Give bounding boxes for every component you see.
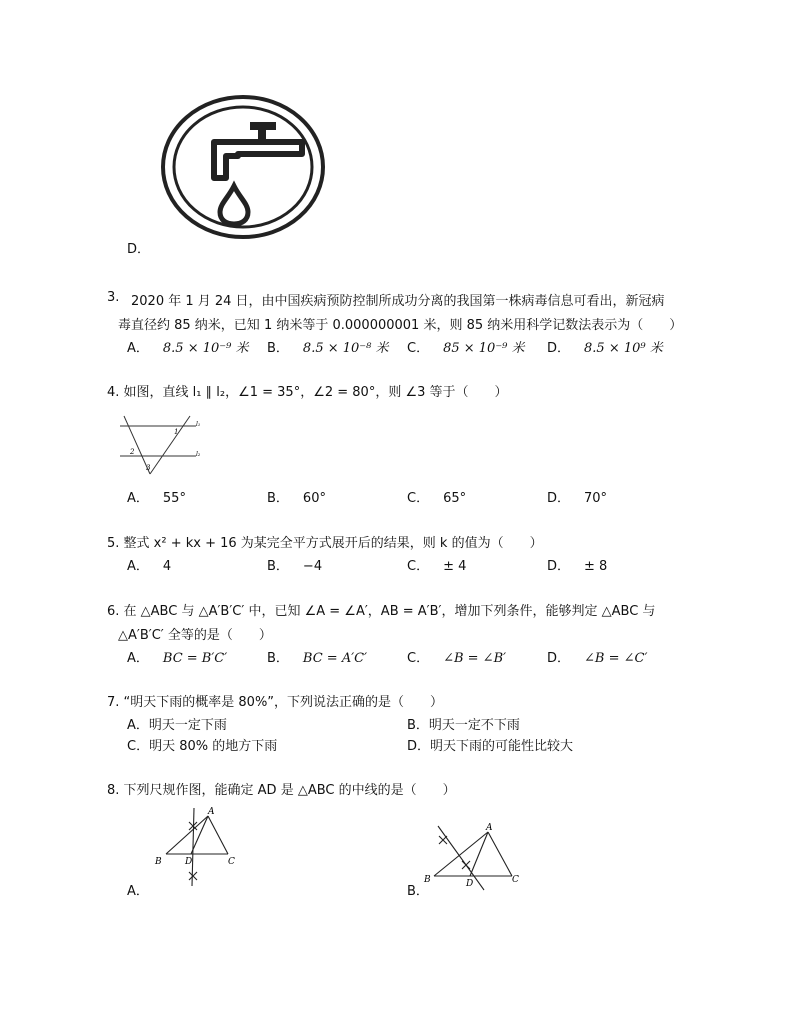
q3-option-d[interactable]: D． 8.5 × 10⁹ 米	[547, 341, 663, 356]
q3-option-a[interactable]: A． 8.5 × 10⁻⁹ 米	[127, 341, 249, 356]
q3-number: 3.	[107, 290, 120, 305]
q6-stem-line1: 6. 在 △ABC 与 △A′B′C′ 中，已知 ∠A = ∠A′，AB = A′B′，增加下列条件，能够判定 △ABC 与	[107, 604, 656, 619]
q3-option-c[interactable]: C． 85 × 10⁻⁹ 米	[407, 341, 525, 356]
q8-figure-b	[424, 822, 524, 892]
q4-option-a[interactable]: A． 55°	[127, 491, 186, 506]
q8-stem: 8. 下列尺规作图，能确定 AD 是 △ABC 的中线的是（ ）	[107, 783, 456, 798]
q7-option-a[interactable]: A．明天一定下雨	[127, 718, 227, 733]
q6-option-d[interactable]: D． ∠B = ∠C′	[547, 651, 648, 666]
q6-stem-line2: △A′B′C′ 全等的是（ ）	[118, 628, 272, 643]
q7-option-b[interactable]: B．明天一定不下雨	[407, 718, 520, 733]
q6-option-b[interactable]: B． BC = A′C′	[267, 651, 368, 666]
q4-label-angle2: 2	[130, 448, 135, 456]
faucet-icon	[162, 96, 326, 238]
q6-option-c[interactable]: C． ∠B = ∠B′	[407, 651, 507, 666]
q5-option-c[interactable]: C． ± 4	[407, 559, 467, 574]
q7-stem: 7. “明天下雨的概率是 80%”，下列说法正确的是（ ）	[107, 695, 444, 710]
q4-stem: 4. 如图，直线 l₁ ∥ l₂，∠1 = 35°，∠2 = 80°，则 ∠3 等于（ ）	[107, 385, 508, 400]
q4-option-c[interactable]: C． 65°	[407, 491, 467, 506]
q5-option-b[interactable]: B． −4	[267, 559, 323, 574]
q8-figure-a	[150, 806, 246, 888]
q8-b-vertex-a: A	[486, 823, 493, 833]
q8-option-a[interactable]: A．	[127, 884, 149, 899]
q8-a-vertex-d: D	[185, 857, 193, 867]
q5-option-a[interactable]: A． 4	[127, 559, 172, 574]
q8-a-vertex-a: A	[208, 807, 215, 817]
q4-label-l1: l₁	[196, 421, 201, 428]
q4-label-angle1: 1	[174, 428, 179, 436]
q2-option-d-label[interactable]: D．	[127, 242, 151, 257]
q4-label-angle3: 3	[146, 464, 151, 472]
q6-option-a[interactable]: A． BC = B′C′	[127, 651, 228, 666]
q8-a-vertex-b: B	[155, 857, 162, 867]
q4-option-d[interactable]: D． 70°	[547, 491, 608, 506]
q8-b-vertex-d: D	[466, 879, 474, 889]
q5-stem: 5. 整式 x² + kx + 16 为某完全平方式展开后的结果，则 k 的值为（ ）	[107, 536, 543, 551]
q4-option-b[interactable]: B． 60°	[267, 491, 326, 506]
q8-b-vertex-c: C	[512, 875, 519, 885]
q8-option-b[interactable]: B．	[407, 884, 429, 899]
q8-a-vertex-c: C	[228, 857, 235, 867]
q4-parallel-lines-figure	[116, 414, 206, 476]
q3-stem-line1: 2020 年 1 月 24 日，由中国疾病预防控制所成功分离的我国第一株病毒信息可看出，新冠病	[131, 294, 665, 309]
q3-option-b[interactable]: B． 8.5 × 10⁻⁸ 米	[267, 341, 389, 356]
q8-b-vertex-b: B	[424, 875, 431, 885]
q7-option-c[interactable]: C．明天 80% 的地方下雨	[127, 739, 278, 754]
q4-label-l2: l₂	[196, 451, 201, 458]
q5-option-d[interactable]: D． ± 8	[547, 559, 608, 574]
q7-option-d[interactable]: D．明天下雨的可能性比较大	[407, 739, 574, 754]
q3-stem-line2: 毒直径约 85 纳米，已知 1 纳米等于 0.000000001 米，则 85 纳米用科学记数法表示为（ ）	[118, 318, 683, 333]
